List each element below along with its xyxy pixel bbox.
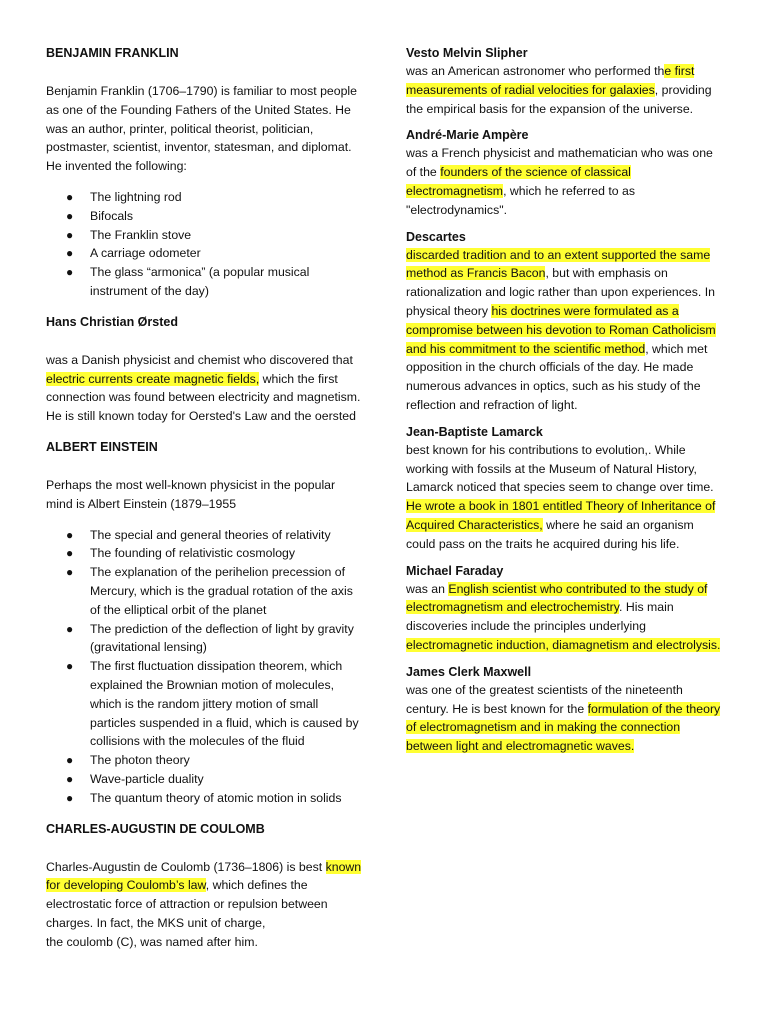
faraday-paragraph: was an English scientist who contributed to the study of electromagnetism and electrochemistry. His main discoveries include the principles underlying electromagnetic induction, diamagnetism and electrolysis. — [406, 581, 721, 652]
bullet-icon: ● — [66, 265, 74, 280]
heading-coulomb: CHARLES-AUGUSTIN DE COULOMB — [46, 821, 265, 836]
list-item: ● The founding of relativistic cosmology — [46, 544, 364, 563]
heading-faraday: Michael Faraday — [406, 563, 504, 578]
ampere-paragraph: was a French physicist and mathematician who was one of the founders of the science of classical electromagnetism, which he referred to as "electrodynamics". — [406, 146, 713, 217]
bullet-icon: ● — [66, 659, 74, 674]
bullet-icon: ● — [66, 753, 74, 768]
highlight: electromagnetic induction, diamagnetism and electrolysis. — [406, 637, 721, 652]
slipher-paragraph: was an American astronomer who performed the first measurements of radial velocities for galaxies, providing the empirical basis for the expansion of the universe. — [406, 64, 712, 116]
bullet-icon: ● — [66, 527, 74, 542]
bullet-icon: ● — [66, 621, 74, 636]
orsted-paragraph: was a Danish physicist and chemist who discovered that electric currents create magnetic fields, which the first connection was found between electricity and magnetism. He is still known today for Oersted's Law and the oersted — [46, 352, 361, 424]
highlight: discarded tradition and to an extent supported the same method as Francis Bacon — [406, 247, 711, 281]
list-item: ● The prediction of the deflection of light by gravity (gravitational lensing) — [66, 621, 354, 655]
highlight: his doctrines were formulated as a compromise between his devotion to Roman Catholicism and his commitment to the scientific method — [406, 303, 716, 356]
list-item: ● The photon theory — [46, 751, 364, 770]
section-orsted — [46, 313, 364, 426]
maxwell-paragraph: was one of the greatest scientists of the nineteenth century. He is best known for the formulation of the theory of electromagnetism and in making the connection between light and electromagnetic waves. — [406, 682, 721, 754]
list-item: ● The lightning rod — [46, 188, 364, 207]
heading-ampere: André-Marie Ampère — [406, 128, 529, 143]
list-item: ● The special and general theories of relativity — [46, 526, 364, 545]
bullet-icon: ● — [66, 565, 74, 580]
highlight: formulation of the theory of electromagnetism and in making the connection between light and electromagnetic waves. — [406, 701, 721, 754]
highlight: founders of the science of classical electromagnetism — [406, 165, 631, 198]
heading-orsted: Hans Christian Ørsted — [46, 314, 178, 329]
list-item: ● Wave-particle duality — [46, 770, 364, 789]
list-item: ● A carriage odometer — [46, 244, 364, 263]
right-column — [406, 44, 724, 756]
left-column — [46, 44, 364, 951]
franklin-inventions-list — [46, 188, 364, 301]
coulomb-paragraph: Charles-Augustin de Coulomb (1736–1806) is best known for developing Coulomb’s law, which defines the electrostatic force of attraction or repulsion between charges. In fact, the MKS unit of charge, — [46, 859, 362, 930]
einstein-intro: Perhaps the most well-known physicist in the popular mind is Albert Einstein (1879–1955 — [46, 477, 336, 511]
section-slipher — [406, 44, 724, 118]
heading-einstein: ALBERT EINSTEIN — [46, 439, 158, 454]
bullet-icon: ● — [66, 546, 74, 561]
section-faraday — [406, 562, 724, 655]
highlight: electric currents create magnetic fields, — [46, 371, 260, 386]
section-descartes — [406, 228, 724, 415]
franklin-intro: Benjamin Franklin (1706–1790) is familiar to most people as one of the Founding Fathers of the United States. He was an author, printer, political theorist, politician, postmaster, scientist, inventor, statesman, and diplomat. He invented the following: — [46, 84, 357, 174]
section-maxwell — [406, 663, 724, 756]
bullet-icon: ● — [66, 771, 74, 786]
heading-lamarck: Jean-Baptiste Lamarck — [406, 424, 543, 439]
list-item: ● The glass “armonica” (a popular musical instrument of the day) — [66, 265, 310, 298]
section-ampere — [406, 126, 724, 219]
list-item: ● The first fluctuation dissipation theorem, which explained the Brownian motion of molecules, which is the random jittery motion of small particles suspended in a fluid, which is caused by collisions with the molecules of the fluid — [66, 659, 359, 749]
section-coulomb — [46, 820, 364, 952]
bullet-icon: ● — [66, 208, 74, 223]
bullet-icon: ● — [66, 227, 74, 242]
heading-slipher: Vesto Melvin Slipher — [406, 46, 528, 60]
bullet-icon: ● — [66, 189, 74, 204]
list-item: ● The quantum theory of atomic motion in solids — [46, 789, 364, 808]
bullet-icon: ● — [66, 246, 74, 261]
list-item: ● The Franklin stove — [46, 226, 364, 245]
coulomb-paragraph-end: the coulomb (C), was named after him. — [46, 934, 258, 949]
heading-descartes: Descartes — [406, 229, 466, 244]
heading-maxwell: James Clerk Maxwell — [406, 664, 532, 679]
highlight: e first measurements of radial velocities for galaxies — [406, 64, 695, 97]
bullet-icon: ● — [66, 790, 74, 805]
list-item: ● The explanation of the perihelion precession of Mercury, which is the gradual rotation of the axis of the elliptical orbit of the planet — [66, 565, 353, 617]
heading-franklin: BENJAMIN FRANKLIN — [46, 46, 179, 60]
lamarck-paragraph: best known for his contributions to evolution,. While working with fossils at the Museum of Natural History, Lamarck noticed that species seem to change over time. He wrote a book in 1801 entitled Theory of Inheritance of Acquired Characteristics, where he said an organism could pass on the traits he acquired during his life. — [406, 442, 716, 551]
section-franklin — [46, 44, 364, 301]
descartes-paragraph: discarded tradition and to an extent supported the same method as Francis Bacon, but with emphasis on rationalization and logic rather than upon experiences. In physical theory his doctrines were formulated as a compromise between his devotion to Roman Catholicism and his commitment to the scientific method, which met opposition in the church officials of the day. He made numerous advances in optics, such as his study of the reflection and refraction of light. — [406, 247, 716, 412]
highlight: He wrote a book in 1801 entitled Theory of Inheritance of Acquired Characteristics, — [406, 499, 716, 532]
highlight: English scientist who contributed to the study of electromagnetism and electrochemistry — [406, 581, 708, 615]
highlight: known for developing Coulomb’s law — [46, 859, 362, 893]
section-einstein — [46, 438, 364, 808]
list-item: ● Bifocals — [46, 207, 364, 226]
section-lamarck — [406, 423, 724, 554]
einstein-contributions-list — [46, 526, 364, 808]
